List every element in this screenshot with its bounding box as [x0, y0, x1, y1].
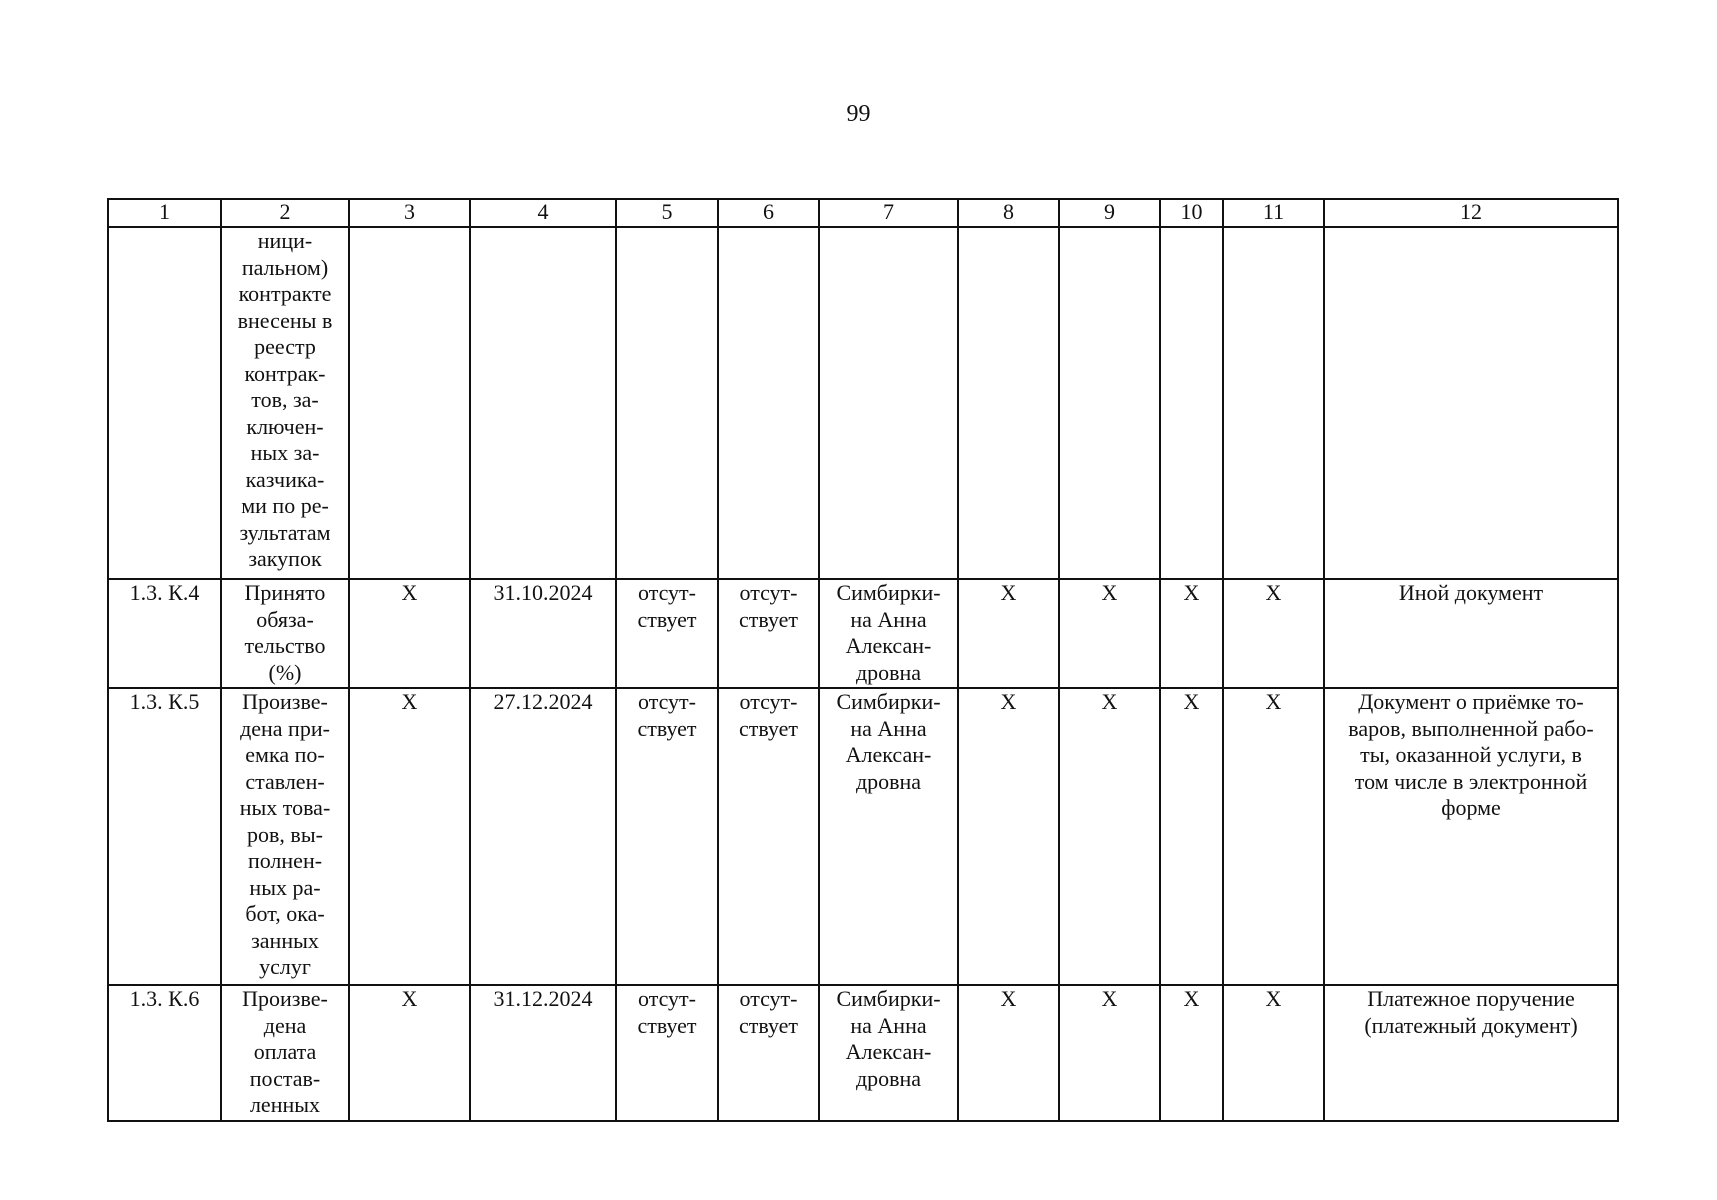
header-cell: 7: [819, 199, 958, 227]
date-cell: 31.12.2024: [470, 985, 616, 1121]
table-cell: X: [1160, 688, 1223, 985]
table-cell: [1223, 227, 1324, 579]
table-cell: X: [1223, 688, 1324, 985]
document-cell: [1324, 227, 1618, 579]
responsible-cell: Симбирки- на Анна Алексан- дровна: [819, 688, 958, 985]
table-cell: отсут- ствует: [616, 688, 718, 985]
table-cell: [958, 227, 1059, 579]
responsible-cell: Симбирки- на Анна Алексан- дровна: [819, 579, 958, 688]
table-cell: X: [1160, 985, 1223, 1121]
table-cell: отсут- ствует: [616, 985, 718, 1121]
table-cell: отсут- ствует: [718, 985, 819, 1121]
table-cell: X: [349, 985, 470, 1121]
document-cell: Платежное поручение (платежный документ): [1324, 985, 1618, 1121]
responsible-cell: [819, 227, 958, 579]
header-cell: 1: [108, 199, 221, 227]
data-table: [107, 198, 1619, 1122]
document-cell: Иной документ: [1324, 579, 1618, 688]
description-cell: Произве- дена при- емка по- ставлен- ных това- ров, вы- полнен- ных ра- бот, ока- занных услуг: [221, 688, 349, 985]
description-cell: ници- пальном) контракте внесены в реестр контрак- тов, за- ключен- ных за- казчика- ми по ре- зультатам закупок: [221, 227, 349, 579]
table-header-row: [108, 199, 1618, 227]
document-cell: Документ о приёмке то- варов, выполненной рабо- ты, оказанной услуги, в том числе в электронной форме: [1324, 688, 1618, 985]
table-cell: отсут- ствует: [718, 688, 819, 985]
row-id-cell: 1.3. К.6: [108, 985, 221, 1121]
description-cell: Принято обяза- тельство (%): [221, 579, 349, 688]
header-cell: 4: [470, 199, 616, 227]
table-cell: отсут- ствует: [718, 579, 819, 688]
table-cell: X: [958, 985, 1059, 1121]
page-number: 99: [846, 101, 871, 127]
row-id-cell: 1.3. К.5: [108, 688, 221, 985]
table-cell: X: [1223, 579, 1324, 688]
table-cell: X: [349, 579, 470, 688]
table-row: [108, 688, 1618, 985]
table-cell: отсут- ствует: [616, 579, 718, 688]
header-cell: 5: [616, 199, 718, 227]
table-cell: X: [1160, 579, 1223, 688]
header-cell: 6: [718, 199, 819, 227]
date-cell: [470, 227, 616, 579]
header-cell: 10: [1160, 199, 1223, 227]
responsible-cell: Симбирки- на Анна Алексан- дровна: [819, 985, 958, 1121]
table-cell: X: [1059, 688, 1160, 985]
table-cell: X: [958, 579, 1059, 688]
table-row: [108, 985, 1618, 1121]
header-cell: 3: [349, 199, 470, 227]
table-cell: [349, 227, 470, 579]
table-cell: [1160, 227, 1223, 579]
row-id-cell: 1.3. К.4: [108, 579, 221, 688]
table-cell: X: [1223, 985, 1324, 1121]
header-cell: 8: [958, 199, 1059, 227]
table-cell: X: [1059, 579, 1160, 688]
header-cell: 12: [1324, 199, 1618, 227]
header-cell: 11: [1223, 199, 1324, 227]
table-cell: [1059, 227, 1160, 579]
description-cell: Произве- дена оплата постав- ленных: [221, 985, 349, 1121]
table-cell: X: [349, 688, 470, 985]
table-cell: X: [1059, 985, 1160, 1121]
header-cell: 9: [1059, 199, 1160, 227]
table-cell: X: [958, 688, 1059, 985]
table-cell: [718, 227, 819, 579]
date-cell: 27.12.2024: [470, 688, 616, 985]
table-row: [108, 579, 1618, 688]
header-cell: 2: [221, 199, 349, 227]
date-cell: 31.10.2024: [470, 579, 616, 688]
table-cell: [616, 227, 718, 579]
table-row: [108, 227, 1618, 579]
row-id-cell: [108, 227, 221, 579]
